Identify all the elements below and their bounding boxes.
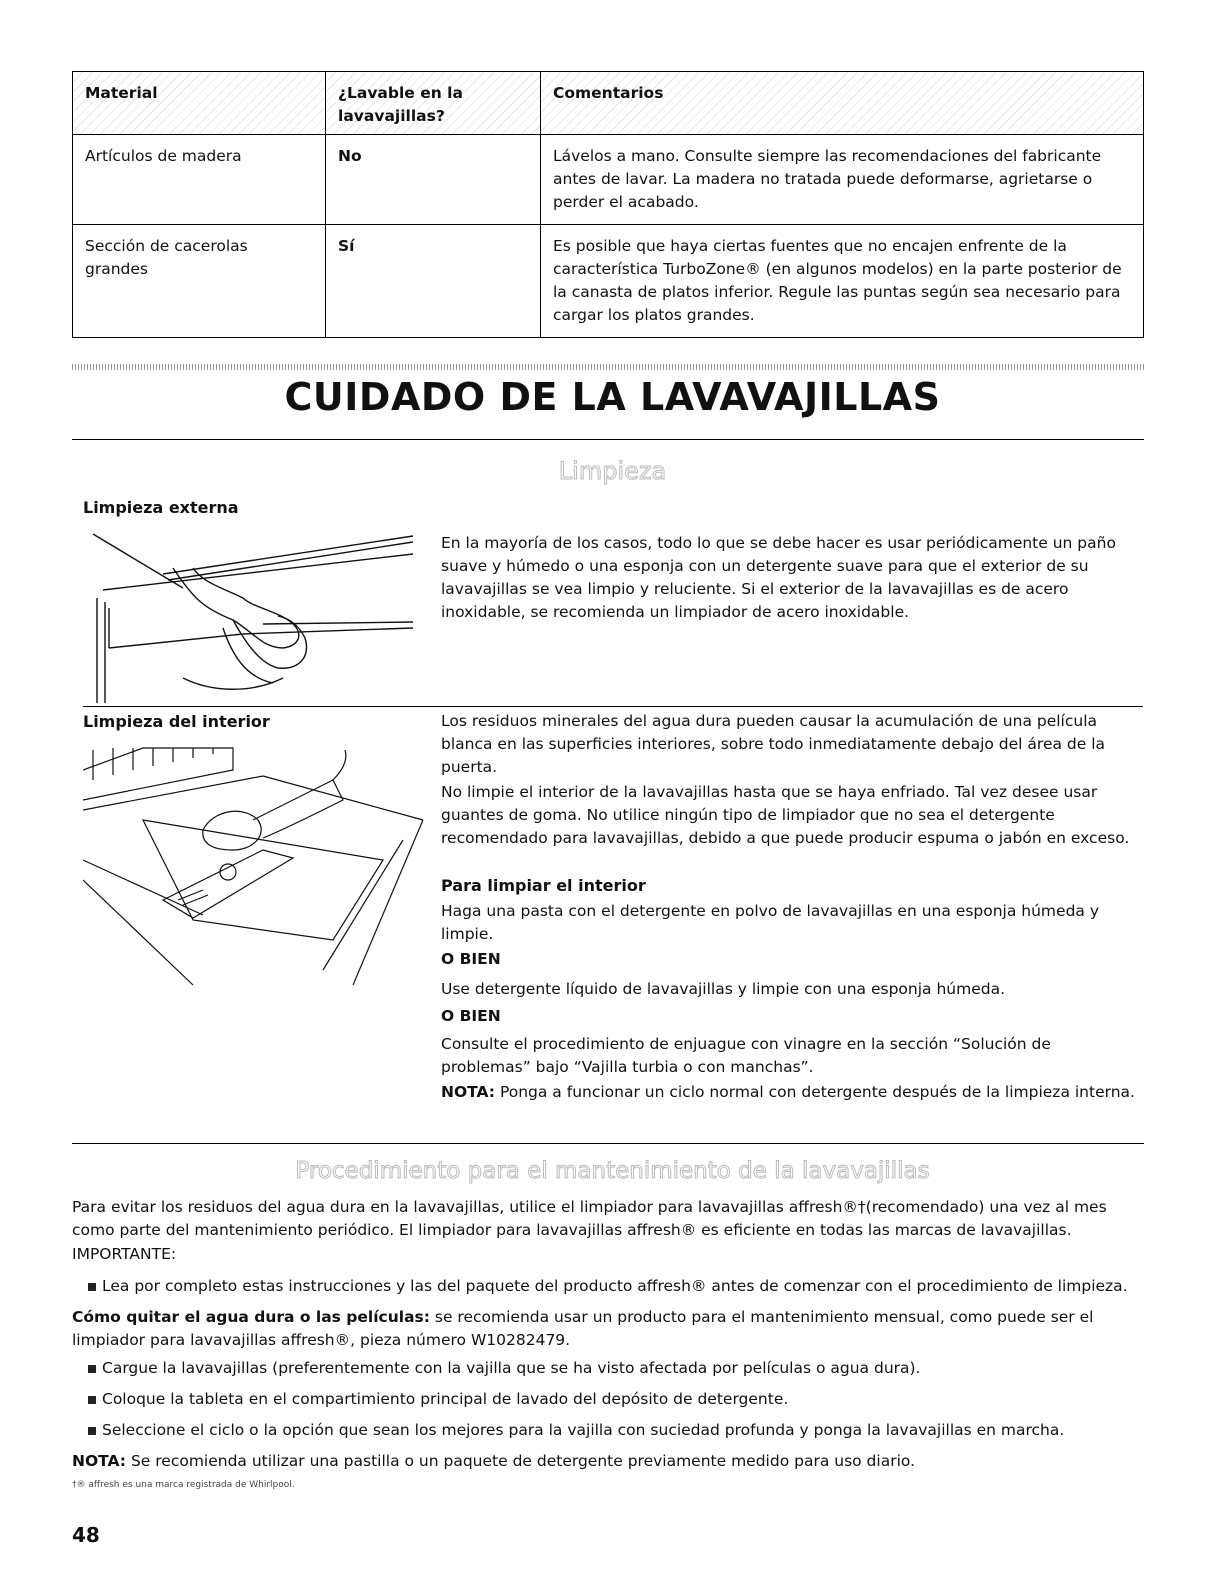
- internal-p1: Los residuos minerales del agua dura pueden causar la acumulación de una película blanca en las superficies interiores, sobre todo inmediatamente debajo del área de la puerta.: [441, 712, 1106, 776]
- internal-note: [441, 1081, 1141, 1104]
- note-text: Ponga a funcionar un ciclo normal con detergente después de la limpieza interna.: [495, 1083, 1135, 1101]
- list-item: Cargue la lavavajillas (preferentemente con la vajilla que se ha visto afectada por películas o agua dura).: [72, 1357, 1152, 1380]
- row-comments: Es posible que haya ciertas fuentes que no encajen enfrente de la característica TurboZone® (en algunos modelos) en la parte posterior de la canasta de platos inferior. Regule las puntas según sea necesario para cargar los platos grandes.: [541, 225, 1144, 338]
- table-header-row: [73, 72, 1144, 135]
- list-item: Seleccione el ciclo o la opción que sean los mejores para la vajilla con suciedad profunda y ponga la lavavajillas en marcha.: [72, 1419, 1152, 1442]
- or-label: O BIEN: [441, 1007, 501, 1025]
- internal-heading: Limpieza del interior: [83, 712, 270, 731]
- section-title: CUIDADO DE LA LAVAVAJILLAS: [284, 375, 941, 419]
- internal-cleaning-illustration: [83, 740, 433, 990]
- important-label: IMPORTANTE:: [72, 1245, 177, 1263]
- how-label: Cómo quitar el agua dura o las películas:: [72, 1308, 430, 1326]
- list-item: Coloque la tableta en el compartimiento principal de lavado del depósito de detergente.: [72, 1388, 1152, 1411]
- note-text: Se recomienda utilizar una pastilla o un paquete de detergente previamente medido para uso diario.: [126, 1452, 916, 1470]
- hatched-divider: [72, 364, 1144, 370]
- row-material: Artículos de madera: [73, 135, 326, 225]
- maintenance-note: [72, 1450, 1147, 1473]
- external-cleaning-illustration: [83, 528, 423, 708]
- maintenance-intro: Para evitar los residuos del agua dura en la lavavajillas, utilice el limpiador para lavavajillas affresh®†(recomendado) una vez al mes como parte del mantenimiento periódico. El limpiador para lavavajillas affresh® es eficiente en todas las marcas de lavavajillas.: [72, 1198, 1107, 1239]
- divider: [83, 706, 1143, 707]
- internal-subheading: Para limpiar el interior: [441, 876, 646, 895]
- table-row: [73, 135, 1144, 225]
- internal-p5: Consulte el procedimiento de enjuague con vinagre en la sección “Solución de problemas” bajo “Vajilla turbia o con manchas”.: [441, 1035, 1051, 1076]
- external-heading: Limpieza externa: [83, 498, 239, 517]
- header-washable: ¿Lavable en la lavavajillas?: [326, 72, 541, 135]
- internal-p3: Haga una pasta con el detergente en polvo de lavavajillas en una esponja húmeda y limpie.: [441, 902, 1100, 943]
- limpieza-title: Limpieza: [558, 457, 667, 485]
- page-number: 48: [72, 1523, 100, 1547]
- divider: [72, 439, 1144, 440]
- internal-p4: Use detergente líquido de lavavajillas y limpie con una esponja húmeda.: [441, 980, 1006, 998]
- header-material: Material: [73, 72, 326, 135]
- row-comments: Lávelos a mano. Consulte siempre las recomendaciones del fabricante antes de lavar. La madera no tratada puede deformarse, agrietarse o perder el acabado.: [541, 135, 1144, 225]
- divider: [72, 1143, 1144, 1144]
- row-washable: No: [326, 135, 541, 225]
- note-label: NOTA:: [72, 1452, 127, 1470]
- maintenance-title: Procedimiento para el mantenimiento de la lavavajillas: [295, 1158, 930, 1184]
- note-label: NOTA:: [441, 1083, 496, 1101]
- row-material: Sección de cacerolas grandes: [73, 225, 326, 338]
- footnote: †® affresh es una marca registrada de Whirlpool.: [72, 1480, 295, 1490]
- how-to-text: [72, 1306, 1147, 1352]
- table-row: [73, 225, 1144, 338]
- header-comments: Comentarios: [541, 72, 1144, 135]
- row-washable: Sí: [326, 225, 541, 338]
- how-text: se recomienda usar un producto para el mantenimiento mensual, como puede ser el limpiador para lavavajillas affresh®, pieza número W10282479.: [72, 1308, 1094, 1349]
- or-label: O BIEN: [441, 950, 501, 968]
- list-item: Lea por completo estas instrucciones y las del paquete del producto affresh® antes de comenzar con el procedimiento de limpieza.: [72, 1275, 1152, 1298]
- internal-p2: No limpie el interior de la lavavajillas hasta que se haya enfriado. Tal vez desee usar guantes de goma. No utilice ningún tipo de limpiador que no sea el detergente recomendado para lavavajillas, debido a que puede producir espuma o jabón en exceso.: [441, 783, 1130, 847]
- external-text: En la mayoría de los casos, todo lo que se debe hacer es usar periódicamente un paño suave y húmedo o una esponja con un detergente suave para que el exterior de su lavavajillas se vea limpio y reluciente. Si el exterior de la lavavajillas es de acero inoxidable, se recomienda un limpiador de acero inoxidable.: [441, 534, 1116, 621]
- materials-table: [72, 71, 1144, 338]
